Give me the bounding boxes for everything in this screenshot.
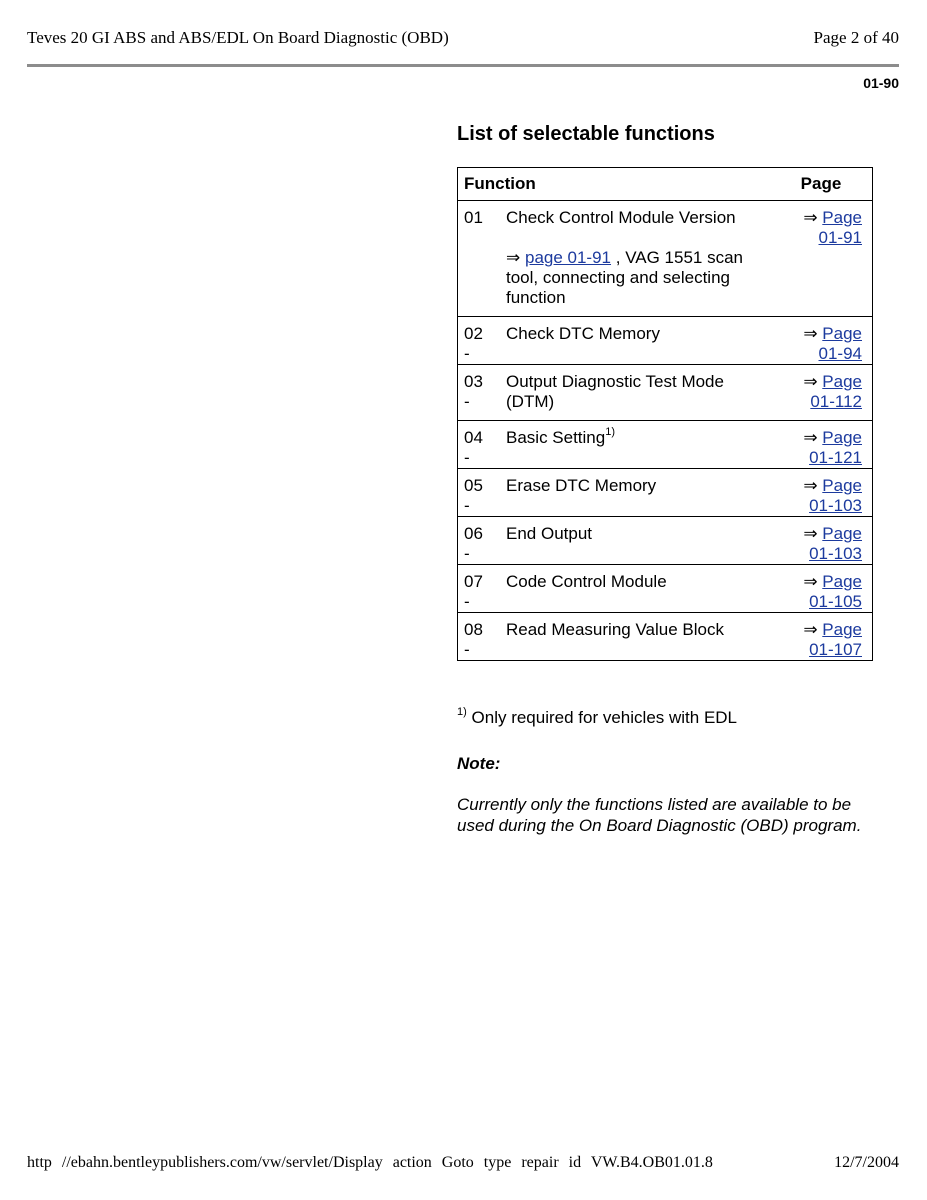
page-link-number[interactable]: 01-121 xyxy=(809,448,862,467)
table-row xyxy=(458,517,873,565)
page-link[interactable]: Page xyxy=(822,572,862,591)
document-title: Teves 20 GI ABS and ABS/EDL On Board Diagnostic (OBD) xyxy=(27,28,449,47)
page-link-number[interactable]: 01-112 xyxy=(810,392,862,411)
function-cell xyxy=(506,421,770,469)
function-dash: - xyxy=(464,344,470,363)
page-link[interactable]: Page xyxy=(822,208,862,227)
note-heading: Note: xyxy=(457,754,501,773)
footnote xyxy=(457,708,737,728)
table-header-row xyxy=(458,168,873,201)
function-number: 03 xyxy=(464,372,483,391)
function-cell xyxy=(506,613,770,661)
function-name: Output Diagnostic Test Mode (DTM) xyxy=(506,372,724,411)
function-cell xyxy=(506,317,770,365)
function-cell xyxy=(506,565,770,613)
function-dash: - xyxy=(464,392,470,411)
footnote-mark: 1) xyxy=(457,706,467,719)
table-row xyxy=(458,365,873,421)
footnote-reference: 1) xyxy=(605,426,616,439)
arrow-right-icon: ⇒ xyxy=(803,372,818,391)
function-number-cell xyxy=(458,469,507,517)
function-name: Erase DTC Memory xyxy=(506,476,657,495)
function-number-cell xyxy=(458,613,507,661)
arrow-right-icon: ⇒ xyxy=(803,428,818,447)
function-cell xyxy=(506,365,770,421)
function-number: 05 xyxy=(464,476,483,495)
function-number: 06 xyxy=(464,524,483,543)
function-cell xyxy=(506,517,770,565)
function-dash: - xyxy=(464,640,470,659)
table-row xyxy=(458,613,873,661)
function-number-cell xyxy=(458,201,507,317)
table-row xyxy=(458,201,873,317)
function-dash: - xyxy=(464,592,470,611)
arrow-right-icon: ⇒ xyxy=(803,476,818,495)
table-row xyxy=(458,469,873,517)
page-link[interactable]: Page xyxy=(822,428,862,447)
section-code: 01-90 xyxy=(863,75,899,91)
section-title: List of selectable functions xyxy=(457,123,715,145)
function-number-cell xyxy=(458,517,507,565)
function-number: 01 xyxy=(464,208,483,227)
table-row xyxy=(458,565,873,613)
function-number-cell xyxy=(458,365,507,421)
function-dash: - xyxy=(464,496,470,515)
note-text: Currently only the functions listed are available to be used during the On Board Diagnostic (OBD) program. xyxy=(457,795,862,835)
page-number: Page 2 of 40 xyxy=(813,28,899,47)
page-link-number[interactable]: 01-105 xyxy=(809,592,862,611)
page-link-number[interactable]: 01-103 xyxy=(809,496,862,515)
page-ref-cell xyxy=(770,365,873,421)
page-link[interactable]: Page xyxy=(822,476,862,495)
function-name: Check DTC Memory xyxy=(506,324,660,343)
arrow-right-icon: ⇒ xyxy=(803,208,818,227)
function-number: 07 xyxy=(464,572,483,591)
page-link-number[interactable]: 01-107 xyxy=(809,640,862,659)
functions-table xyxy=(457,167,873,661)
page-ref-cell xyxy=(770,517,873,565)
function-number: 04 xyxy=(464,428,483,447)
function-name: Read Measuring Value Block xyxy=(506,620,724,639)
page-link[interactable]: page 01-91 xyxy=(524,248,612,267)
function-cell xyxy=(506,201,770,317)
function-note-text: , VAG 1551 scan tool, connecting and selecting function xyxy=(506,248,744,307)
page-link[interactable]: Page xyxy=(822,524,862,543)
column-header-function: Function xyxy=(458,168,771,201)
page-ref-cell xyxy=(770,421,873,469)
arrow-right-icon: ⇒ xyxy=(803,324,818,343)
page-link[interactable]: Page xyxy=(822,324,862,343)
function-note xyxy=(506,248,766,308)
function-cell xyxy=(506,469,770,517)
function-dash: - xyxy=(464,448,470,467)
page-link-number[interactable]: 01-94 xyxy=(818,344,862,363)
column-header-page: Page xyxy=(770,168,873,201)
function-number: 02 xyxy=(464,324,483,343)
page-link-number[interactable]: 01-103 xyxy=(809,544,862,563)
table-row xyxy=(458,317,873,365)
page-ref-cell xyxy=(770,201,873,317)
arrow-right-icon: ⇒ xyxy=(803,620,818,639)
footer-date: 12/7/2004 xyxy=(834,1154,899,1171)
page-link[interactable]: Page xyxy=(822,620,862,639)
arrow-right-icon: ⇒ xyxy=(506,248,521,267)
table-row xyxy=(458,421,873,469)
arrow-right-icon: ⇒ xyxy=(803,572,818,591)
function-number-cell xyxy=(458,421,507,469)
footer-url: http //ebahn.bentleypublishers.com/vw/servlet/Display action Goto type repair id VW.B4.OB01.01.8 xyxy=(27,1154,713,1171)
function-name: End Output xyxy=(506,524,593,543)
function-number-cell xyxy=(458,317,507,365)
page-ref-cell xyxy=(770,565,873,613)
page-link[interactable]: Page xyxy=(822,372,862,391)
page-link-number[interactable]: 01-91 xyxy=(818,228,862,247)
function-number-cell xyxy=(458,565,507,613)
header-divider xyxy=(27,64,899,67)
function-name: Check Control Module Version xyxy=(506,208,736,227)
arrow-right-icon: ⇒ xyxy=(803,524,818,543)
function-name: Code Control Module xyxy=(506,572,667,591)
function-dash: - xyxy=(464,544,470,563)
page-ref-cell xyxy=(770,317,873,365)
footnote-text: Only required for vehicles with EDL xyxy=(471,708,738,727)
page-ref-cell xyxy=(770,469,873,517)
function-name: Basic Setting xyxy=(506,428,606,447)
page-ref-cell xyxy=(770,613,873,661)
function-number: 08 xyxy=(464,620,483,639)
